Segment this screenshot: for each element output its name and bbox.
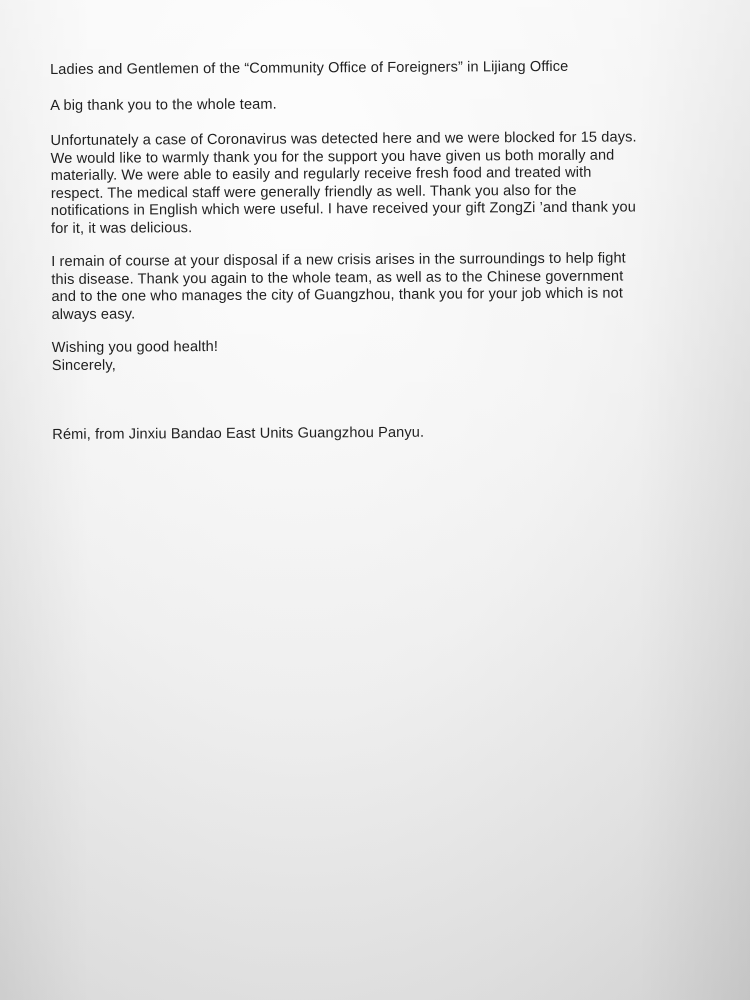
paragraph-line: always easy. — [51, 305, 136, 323]
closing-wish: Wishing you good health! — [51, 338, 219, 356]
letter-body — [50, 58, 692, 444]
paragraph-line: notifications in English which were useful. I have received your gift ZongZi ’and thank you — [50, 199, 637, 219]
paragraph-line: materially. We were able to easily and regularly receive fresh food and treated with — [50, 164, 592, 184]
paragraph-support — [50, 129, 691, 238]
paragraph-line: We would like to warmly thank you for the support you have given us both morally and — [50, 147, 615, 167]
paragraph-disposal — [51, 250, 691, 324]
paragraph-line: and to the one who manages the city of Guangzhou, thank you for your job which is not — [51, 285, 624, 305]
salutation: Ladies and Gentlemen of the “Community Office of Foreigners” in Lijiang Office — [50, 58, 569, 78]
closing-block — [52, 336, 692, 375]
closing-sign: Sincerely, — [51, 357, 116, 374]
paragraph-line: Unfortunately a case of Coronavirus was detected here and we were blocked for 15 days. — [50, 129, 637, 149]
thanks-line: A big thank you to the whole team. — [50, 96, 277, 114]
paragraph-line: respect. The medical staff were generally friendly as well. Thank you also for the — [50, 182, 577, 202]
signature-line: Rémi, from Jinxiu Bandao East Units Guangzhou Panyu. — [52, 424, 425, 443]
paragraph-line: I remain of course at your disposal if a new crisis arises in the surroundings to help fight — [51, 250, 626, 270]
paragraph-line: for it, it was delicious. — [50, 219, 193, 237]
paragraph-line: this disease. Thank you again to the whole team, as well as to the Chinese government — [51, 268, 624, 288]
